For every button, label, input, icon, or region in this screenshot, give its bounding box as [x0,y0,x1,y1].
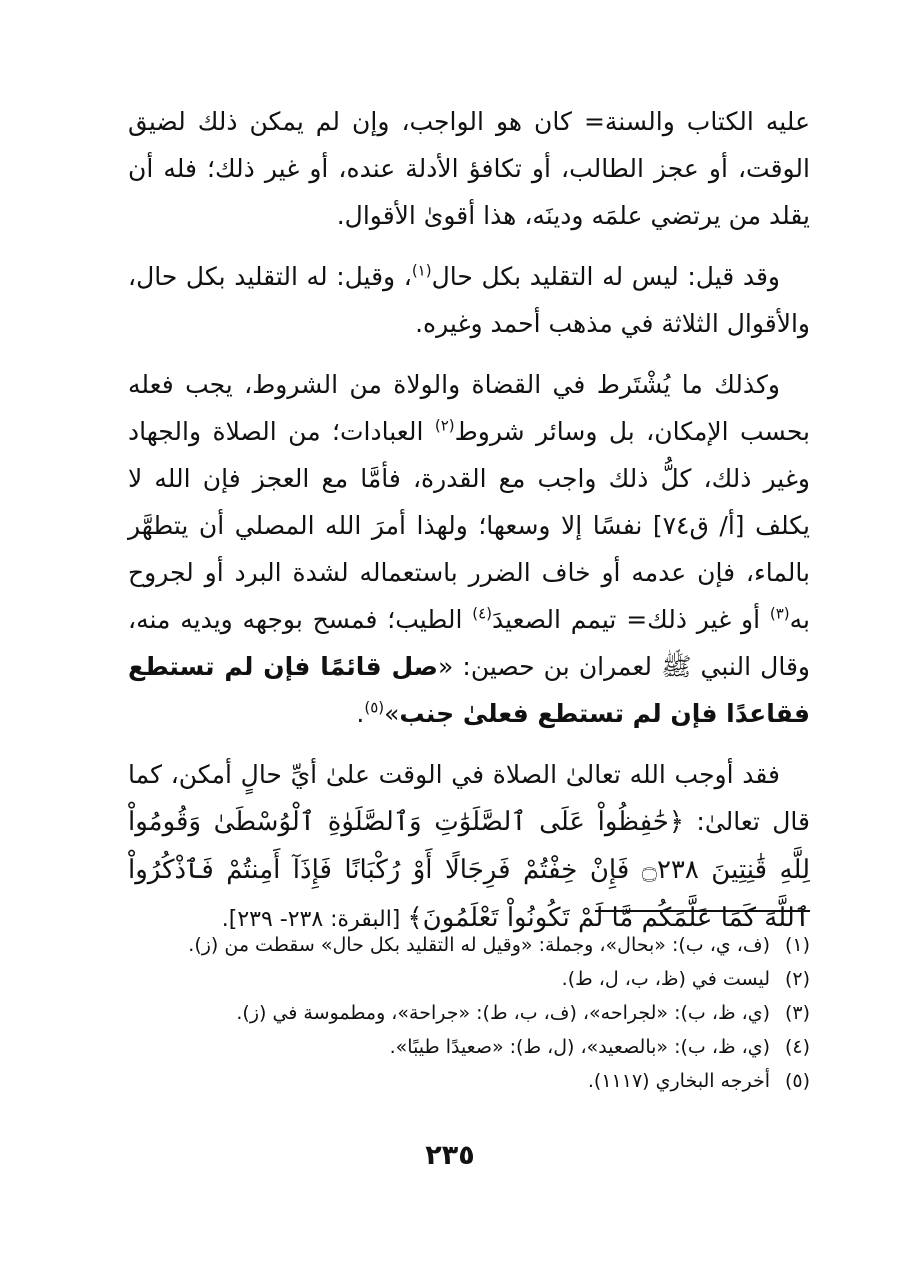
text-segment: أو غير ذلك= تيمم الصعيدَ [492,605,770,634]
footnote-number: (٢) [784,968,810,990]
text-segment: عليه الكتاب والسنة= كان هو الواجب، وإن لم يمكن ذلك لضيق الوقت، أو عجز الطالب، أو تكافؤ الأدلة عنده، أو غير ذلك؛ فله أن يقلد من يرتضي علمَه ودينَه، هذا أقوىٰ الأقوال. [128,107,810,230]
footnote-text: (ي، ظ، ب): «بالصعيد»، (ل، ط): «صعيدًا طيبًا». [389,1036,770,1058]
text-segment: » [384,699,400,728]
footnote-number: (٤) [784,1036,810,1058]
footnote-marker: (٣) [769,604,790,623]
main-text [128,98,810,957]
text-segment: الطيب؛ فمسح بوجهه ويديه منه، وقال النبي ﷺ لعمران بن حصين: « [128,605,810,681]
text-segment: وكذلك ما يُشْتَرط في القضاة والولاة من الشروط، يجب فعله بحسب الإمكان، بل وسائر شروط [128,370,810,446]
footnotes-list [188,928,810,1098]
quran-verse: ﴿حَٰفِظُواْ عَلَى ٱلصَّلَوَٰتِ وَٱلصَّلَوٰةِ ٱلْوُسْطَىٰ وَقُومُواْ لِلَّهِ قَٰنِتِينَ ۝٢٣٨ فَإِنْ خِفْتُمْ فَرِجَالًا أَوْ رُكْبَانًا فَإِذَآ أَمِنتُمْ فَٱذْكُرُواْ ٱللَّهَ كَمَا عَلَّمَكُم مَّا لَمْ تَكُونُواْ تَعْلَمُونَ﴾ [128,807,810,933]
footnote [210,962,810,996]
paragraph [128,253,810,347]
footnote [210,1064,810,1098]
footnote-marker: (٥) [364,698,385,717]
text-segment: فقد أوجب الله تعالىٰ الصلاة في الوقت علىٰ أيِّ حالٍ أمكن، كما قال تعالىٰ: [128,760,810,836]
paragraphs [128,98,810,943]
footnote-text: (ف، ي، ب): «بحال»، وجملة: «وقيل له التقليد بكل حال» سقطت من (ز). [188,934,770,956]
footnote-marker: (٢) [434,416,455,435]
footnote-marker: (٤) [472,604,492,623]
page-number: ٢٣٥ [425,1140,475,1171]
paragraph [128,98,810,239]
footnote-number: (٥) [784,1070,810,1092]
footnote [210,1030,810,1064]
footnote-text: أخرجه البخاري (١١١٧). [587,1070,770,1092]
footnote-text: ليست في (ظ، ب، ل، ط). [561,968,770,990]
footnote [188,928,810,962]
text-segment: . [356,699,365,728]
footnote-number: (١) [784,934,810,956]
hadith-quote: صل قائمًا فإن لم تستطع فقاعدًا فإن لم تستطع فعلىٰ جنب [128,652,810,728]
paragraph [128,361,810,737]
text-segment: ، وقيل: له التقليد بكل حال، والأقوال الثلاثة في مذهب أحمد وغيره. [128,262,810,338]
footnote-marker: (١) [411,261,432,280]
footnote-text: (ي، ظ، ب): «لجراحه»، (ف، ب، ط): «جراحة»، ومطموسة في (ز). [236,1002,770,1024]
verse-reference: [البقرة: ٢٣٨- ٢٣٩]. [221,907,408,932]
text-segment: العبادات؛ من الصلاة والجهاد وغير ذلك، كلُّ ذلك واجب مع القدرة، فأمَّا مع العجز فإن الله لا يكلف [أ/ ق٧٤] نفسًا إلا وسعها؛ ولهذا أمرَ الله المصلي أن يتطهَّر بالماء، فإن عدمه أو خاف الضرر باستعماله لشدة البرد أو لجروح به [128,417,810,634]
footnote-divider [595,910,810,912]
footnote-number: (٣) [784,1002,810,1024]
paragraph [128,751,810,943]
text-segment: وقد قيل: ليس له التقليد بكل حال [431,262,780,291]
footnote [210,996,810,1030]
